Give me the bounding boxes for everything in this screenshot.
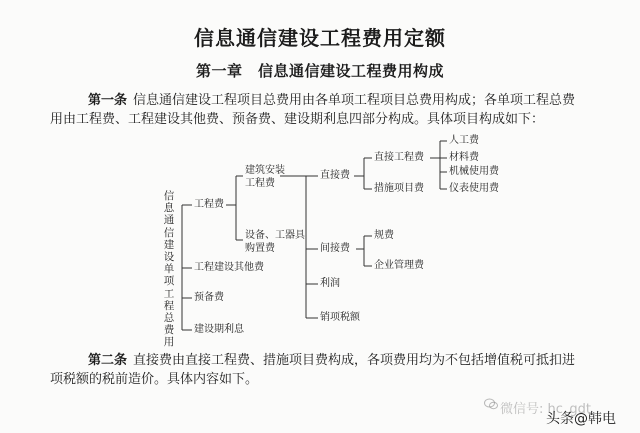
article-1-label: 第一条 (88, 93, 128, 108)
wechat-icon (484, 398, 498, 410)
node-install-fee-line-2: 工程费 (245, 178, 275, 189)
node-material-fee: 材料费 (449, 152, 479, 163)
article-2-label: 第二条 (88, 353, 128, 368)
toutiao-attribution: 头条@韩电 (546, 411, 616, 427)
connector-direct-branch (354, 158, 372, 189)
tree-root-label: 信息通信建设单项工程总费用 (163, 190, 175, 349)
node-direct-engineering-fee: 直接工程费 (374, 152, 424, 163)
node-install-fee-line-1: 建筑安装 (245, 165, 285, 176)
document-title: 信息通信建设工程费用定额 (194, 26, 446, 50)
connector-engineering-branch (226, 176, 243, 240)
watermark-text: 微信号: hc_gdt (500, 402, 592, 417)
node-engineering-fee: 工程费 (194, 199, 224, 210)
node-reserve-fee: 预备费 (194, 292, 224, 303)
article-2-line-2: 项税额的税前造价。具体内容如下。 (50, 372, 259, 387)
article-1-text-1: 信息通信建设工程项目总费用由各单项工程项目总费用构成；各单项工程总费 (133, 93, 576, 108)
chapter-title: 第一章 信息通信建设工程费用构成 (195, 62, 444, 80)
node-tax: 销项税额 (320, 312, 360, 323)
article-1-line-2: 用由工程费、工程建设其他费、预备费、建设期利息四部分构成。具体项目构成如下： (50, 112, 545, 127)
node-other-fee: 工程建设其他费 (194, 262, 264, 273)
node-profit: 利润 (320, 278, 340, 289)
node-labor-fee: 人工费 (449, 135, 479, 146)
node-direct-fee: 直接费 (320, 170, 350, 181)
connector-indirect-branch (356, 236, 372, 266)
node-equipment-fee-line-1: 设备、工器具 (245, 230, 305, 241)
article-2-line-1 (88, 351, 575, 370)
node-interest: 建设期利息 (194, 324, 244, 335)
node-machine-fee: 机械使用费 (449, 166, 499, 177)
node-indirect-fee: 间接费 (320, 243, 350, 254)
connector-direct-eng-branch (430, 141, 447, 189)
article-2-text-1: 直接费由直接工程费、措施项目费构成，各项费用均为不包括增值税可抵扣进 (133, 353, 576, 368)
node-management-fee: 企业管理费 (374, 260, 424, 271)
node-equipment-fee-line-2: 购置费 (245, 243, 275, 254)
node-instrument-fee: 仪表使用费 (449, 183, 499, 194)
node-measure-fee: 措施项目费 (374, 183, 424, 194)
node-regulation-fee: 规费 (374, 230, 394, 241)
